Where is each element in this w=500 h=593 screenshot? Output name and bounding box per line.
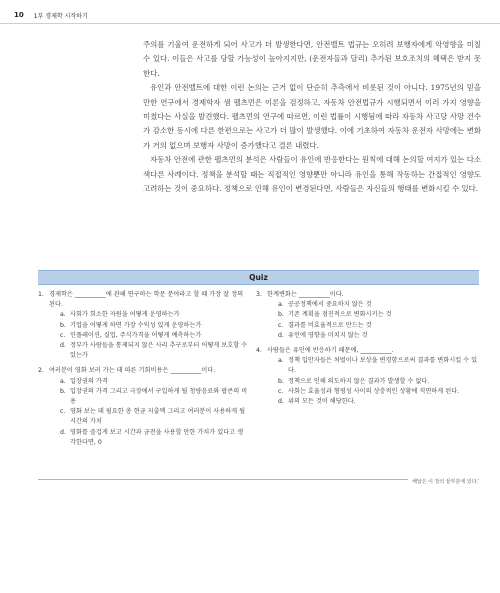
option-text: 정부가 사람들을 통제되지 않은 사리 추구로부터 어떻게 보호할 수 있는가 [70,342,248,360]
quiz-question [38,290,248,361]
option-text: 입장권의 가격 그리고 극장에서 구입하게 될 청량음료와 팝콘의 비용 [70,387,248,406]
answer-option [60,310,248,320]
option-letter: a. [60,377,66,385]
answer-option [278,387,478,397]
option-text: 위의 모든 것이 해당한다. [288,398,356,406]
option-letter: c. [278,387,284,395]
answer-option [278,310,478,320]
option-text: 유인에 영향을 미치지 않는 것 [288,331,368,339]
option-letter: c. [278,321,284,329]
option-letter: c. [60,331,66,339]
option-text: 기존 계획을 점진적으로 변화시키는 것 [288,311,392,319]
option-text: 정책 입안자들은 처벌이나 보상을 변경함으로써 결과를 변화시킬 수 있다. [288,357,478,375]
paragraph: 자동차 안전에 관한 펠츠먼의 분석은 사람들이 유인에 반응한다는 원칙에 대해 논의할 여지가 있는 다소 색다른 사례이다. 정책을 분석할 때는 직접적인 영향뿐만 아니라 유인을 통해 작동하는 간접적인 영향도 고려하는 것이 중요하다. 정책으로 인해 유인이 변경된다면, 사람들은 자신들의 행태를 변화시킬 수 있다. [143,155,481,194]
question-text: 경제학은 __________에 관해 연구하는 학문 분야라고 할 때 가장 잘 정의된다. [49,291,244,309]
page-number: 10 [14,11,24,19]
paragraph: 주의를 기울여 운전하게 되어 사고가 더 발생한다면, 안전벨트 법규는 오히려 보행자에게 악영향을 미칠 수 있다. 이들은 사고를 당할 가능성이 높아지지만, (운전자들과 달리) 추가된 보호조치의 혜택은 받지 못한다. [143,40,481,78]
answer-option [278,321,478,331]
quiz-header-bar [38,270,479,285]
option-text: 기업을 어떻게 하면 가장 수익성 있게 운영하는가 [70,321,202,329]
question-number: 2. [38,367,44,375]
answer-option [60,377,248,387]
option-letter: a. [278,301,284,309]
answer-option [60,341,248,361]
quiz-column-left [38,290,248,453]
answer-option [278,300,478,310]
answer-option [60,387,248,407]
question-number: 4. [256,347,262,355]
option-letter: b. [60,321,66,329]
question-text: 여러분이 영화 보러 가는 데 따른 기회비용은 __________이다. [49,367,216,375]
quiz-column-right [256,290,478,412]
answer-option [60,428,248,448]
answer-footnote: 해답은 이 장의 끝부분에 있다. [408,478,478,485]
option-letter: b. [278,311,284,319]
answer-option [278,377,478,387]
answer-option [60,331,248,341]
question-text: 사람들은 유인에 반응하기 때문에, __________. [267,347,394,355]
quiz-question [256,346,478,407]
option-text: 공공정책에서 중요하지 않은 것 [288,301,372,309]
option-letter: c. [60,408,66,416]
option-text: 사회는 효율성과 형평성 사이의 상충적인 상황에 직면하게 된다. [288,387,460,395]
option-text: 정책으로 인해 의도하지 않은 결과가 발생할 수 없다. [288,377,430,385]
option-text: 영화를 즐겁게 보고 시간과 금전을 사용할 만한 가치가 있다고 생각한다면, 0 [70,428,244,446]
header-divider [0,23,500,24]
option-text: 사회가 희소한 자원을 어떻게 운영하는가 [70,311,180,319]
option-text: 입장권의 가격 [70,377,108,385]
option-letter: b. [278,377,284,385]
answer-option [278,356,478,376]
option-letter: a. [278,357,284,365]
question-text: 한계변화는 __________이다. [267,291,344,298]
quiz-question [38,366,248,448]
answer-option [60,407,248,427]
answer-option [278,331,478,341]
option-text: 영화 보는 데 필요한 총 현금 지출액 그리고 여러분이 사용하게 될 시간의 가치 [70,408,246,426]
option-text: 인플레이션, 실업, 주식가격을 어떻게 예측하는가 [70,331,202,339]
option-letter: d. [278,398,284,406]
option-letter: d. [278,331,284,339]
option-letter: a. [60,311,66,319]
quiz-question [256,290,478,341]
page-header [14,9,88,21]
option-letter: d. [60,428,66,436]
option-letter: d. [60,342,66,350]
answer-option [60,321,248,331]
question-number: 1. [38,291,44,298]
quiz-title: Quiz [249,273,268,282]
option-letter: b. [60,387,66,395]
option-text: 결과를 비효율적으로 만드는 것 [288,321,372,329]
question-number: 3. [256,291,262,298]
paragraph: 유인과 안전벨트에 대한 이런 논의는 근거 없이 단순히 추측에서 비롯된 것이 아니다. 1975년의 믿을 만한 연구에서 경제학자 샘 펠츠먼은 이론을 검정하고, 자동차 안전법규가 시행되면서 이러 가지 영향을 미쳤다는 사실을 발견했다. 펠츠먼의 연구에 따르면, 이런 법률이 시행됨에 따라 자동차 사고당 사망 건수가 감소한 동시에 다른 한편으로는 사고가 더 많이 발생했다. 이에 기초하여 자동차 운전자 사망에는 변화가 거의 없으며 보행자 사망이 증가했다고 결론 내렸다. [143,83,481,150]
answer-option [278,397,478,407]
part-title: 1부 경제학 시작하기 [33,12,88,20]
body-text [143,38,481,196]
